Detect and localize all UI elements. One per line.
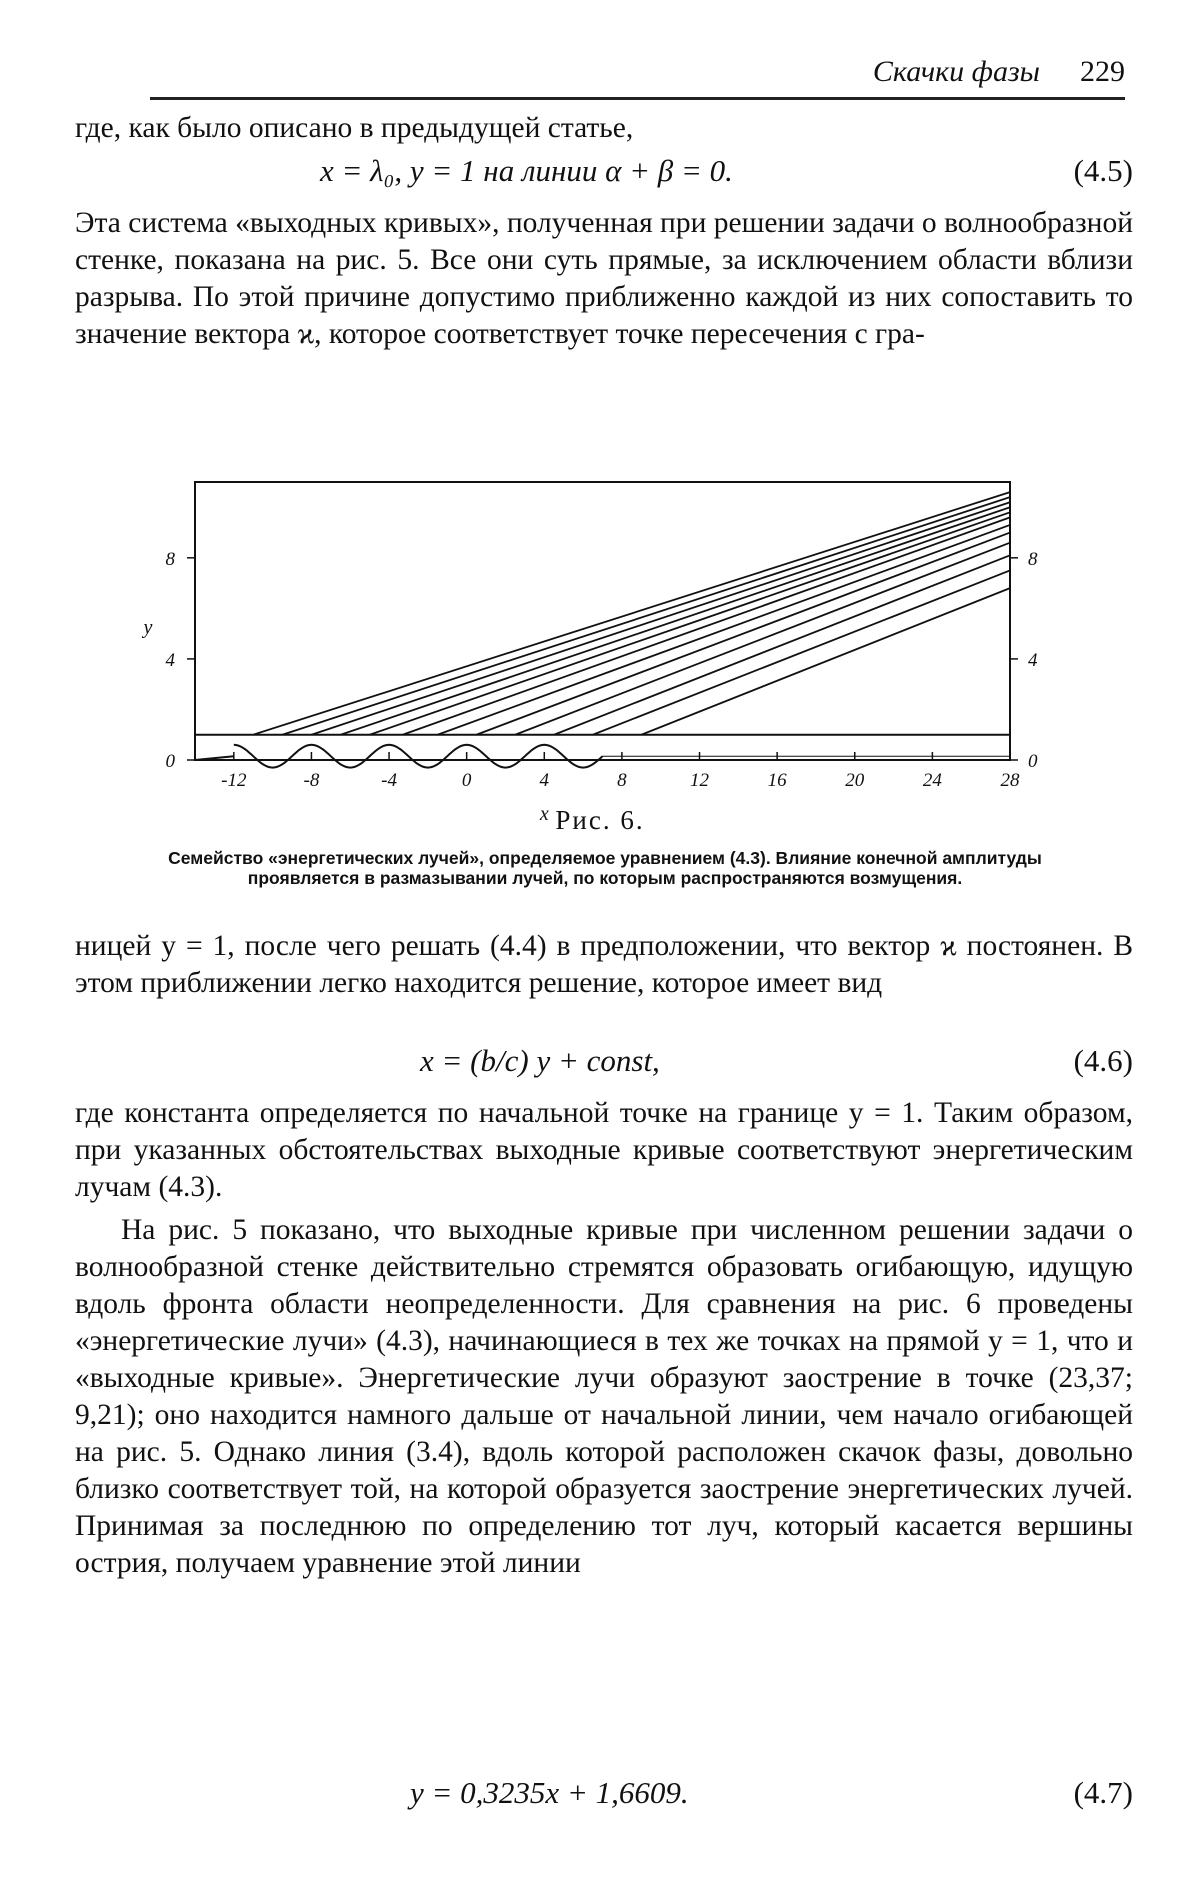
equation-text: y = 0,3235x + 1,6609.: [410, 1775, 689, 1810]
x-tick-label: 0: [461, 770, 472, 791]
x-tick-label: 16: [767, 770, 787, 791]
x-tick-label: -12: [221, 770, 247, 791]
y-tick-label-right: 8: [1028, 548, 1038, 570]
energy-ray: [438, 525, 1010, 735]
energy-ray: [554, 555, 1010, 734]
paragraph-2: Эта система «выходных кривых», полученная при решении задачи о волнообразной стенке, показана на рис. 5. Все они суть прямые, за исключением области вблизи разрыва. По этой причине допустимо приближенно каждой из них сопоставить то значение вектора ϰ, которое соответствует точке пересечения с гра-: [75, 207, 1133, 350]
page-header: [150, 55, 1125, 100]
paragraph-3: ницей y = 1, после чего решать (4.4) в предположении, что вектор ϰ постоянен. В этом приближении легко находится решение, которое имеет вид: [75, 930, 1133, 999]
equation-number: (4.7): [1073, 1775, 1133, 1810]
energy-ray: [403, 517, 1010, 734]
paragraph-4: где константа определяется по начальной точке на границе y = 1. Таким образом, при указанных обстоятельствах выходные кривые соответствуют энергетическим лучам (4.3).: [75, 1097, 1133, 1203]
equation-text: x = λ₀, y = 1 на линии α + β = 0.: [320, 153, 733, 188]
wavy-wall: [234, 745, 603, 768]
equation-number: (4.6): [1073, 1043, 1133, 1078]
energy-ray: [341, 507, 1010, 734]
running-title: Скачки фазы: [872, 55, 1040, 88]
x-tick-label: 8: [617, 770, 627, 791]
y-axis-label: y: [143, 616, 153, 639]
paragraph-1: где, как было описано в предыдущей статье,: [75, 112, 634, 144]
y-tick-label-left: 8: [165, 548, 175, 570]
energy-ray: [370, 512, 1010, 734]
figure-caption: Семейство «энергетических лучей», определяемое уравнением (4.3). Влияние конечной амплитуды проявляется в размазывании лучей, по которым распространяются возмущения.: [168, 848, 1042, 888]
equation-4-5: [75, 153, 1133, 193]
y-tick-label-left: 0: [165, 751, 175, 772]
paragraph-5: На рис. 5 показано, что выходные кривые при численном решении задачи о волнообразной стенке действительно стремятся образовать огибающую, идущую вдоль фронта области неопределенности. Для сравнения на рис. 6 проведены «энергетические лучи» (4.3), начинающиеся в тех же точках на прямой y = 1, что и «выходные кривые». Энергетические лучи образуют заострение в точке (23,37; 9,21); оно находится намного дальше от начальной линии, чем начало огибающей на рис. 5. Однако линия (3.4), вдоль которой расположен скачок фазы, довольно близко соответствует той, на которой образуется заострение энергетических лучей. Принимая за последнюю по определению тот луч, который касается вершины острия, получаем уравнение этой линии: [75, 1214, 1133, 1579]
y-tick-label-right: 4: [1028, 649, 1038, 671]
energy-ray: [593, 570, 1010, 734]
x-tick-label: 4: [539, 770, 550, 791]
x-tick-label: 24: [922, 770, 942, 791]
y-tick-label-left: 4: [165, 649, 175, 671]
equation-number: (4.5): [1073, 153, 1133, 188]
x-axis-label: x: [539, 803, 549, 825]
x-tick-label: -4: [381, 770, 397, 791]
x-tick-label: 12: [690, 770, 710, 791]
equation-4-7: [75, 1775, 1133, 1815]
plot-frame: [195, 482, 1010, 760]
energy-ray: [476, 533, 1010, 735]
x-tick-label: 20: [845, 770, 865, 791]
x-tick-label: 28: [1000, 770, 1020, 791]
page-number: 229: [1080, 55, 1125, 88]
equation-4-6: [75, 1043, 1133, 1083]
figure-title: Рис. 6.: [555, 805, 645, 835]
equation-text: x = (b/c) y + const,: [420, 1043, 660, 1078]
x-tick-label: -8: [303, 770, 320, 791]
energy-ray: [253, 492, 1010, 735]
energy-ray: [641, 588, 1010, 735]
energy-ray: [311, 502, 1010, 735]
y-tick-label-right: 0: [1028, 751, 1038, 772]
